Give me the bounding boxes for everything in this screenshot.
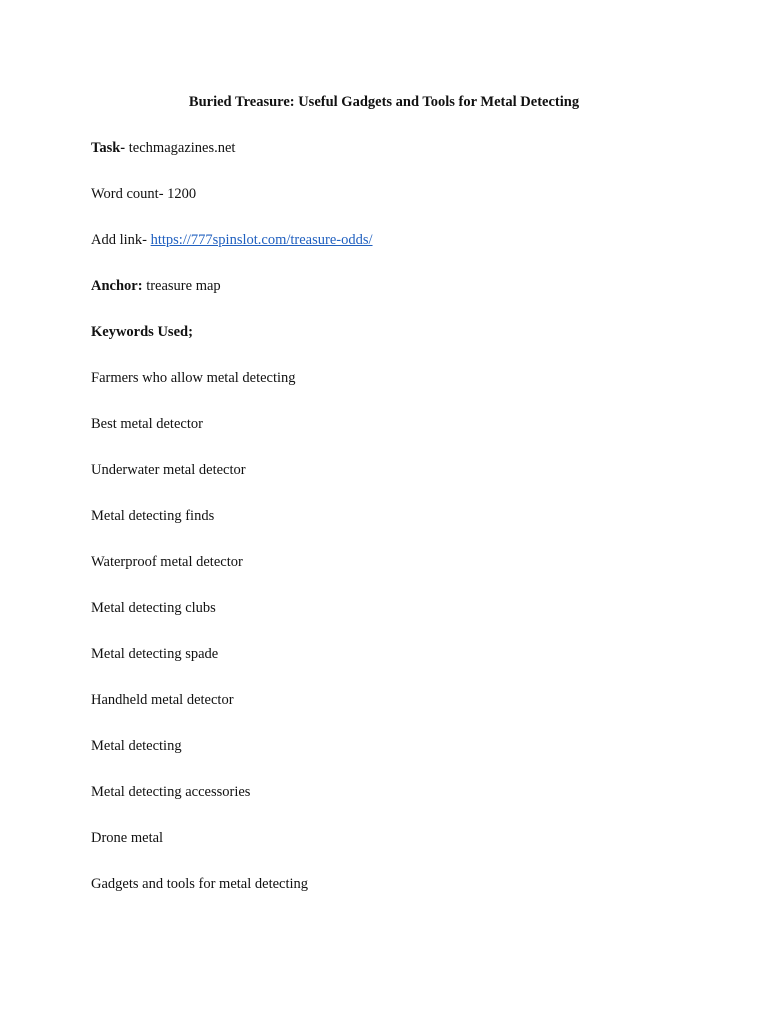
task-line xyxy=(91,139,235,157)
keyword-item: Metal detecting accessories xyxy=(91,784,251,800)
keyword-item: Metal detecting xyxy=(91,738,182,754)
word-count-line: Word count- 1200 xyxy=(91,186,197,202)
task-value: techmagazines.net xyxy=(125,140,236,156)
add-link-url[interactable]: https://777spinslot.com/treasure-odds/ xyxy=(150,232,373,248)
keyword-item: Gadgets and tools for metal detecting xyxy=(91,876,309,892)
keyword-item: Handheld metal detector xyxy=(91,692,234,708)
keyword-item: Waterproof metal detector xyxy=(91,554,243,570)
anchor-line xyxy=(91,277,221,295)
add-link-label: Add link- xyxy=(91,232,151,248)
document-title: Buried Treasure: Useful Gadgets and Tools for Metal Detecting xyxy=(188,94,580,110)
keyword-item: Drone metal xyxy=(91,830,164,846)
keyword-item: Metal detecting clubs xyxy=(91,600,216,616)
anchor-label: Anchor: xyxy=(91,278,143,294)
task-label: Task- xyxy=(91,140,126,156)
keyword-item: Metal detecting finds xyxy=(91,508,215,524)
add-link-line xyxy=(91,231,373,249)
keyword-item: Underwater metal detector xyxy=(91,462,246,478)
keyword-item: Farmers who allow metal detecting xyxy=(91,370,296,386)
keywords-heading: Keywords Used; xyxy=(91,324,193,340)
keyword-item: Best metal detector xyxy=(91,416,203,432)
keyword-item: Metal detecting spade xyxy=(91,646,219,662)
anchor-value: treasure map xyxy=(142,278,221,294)
